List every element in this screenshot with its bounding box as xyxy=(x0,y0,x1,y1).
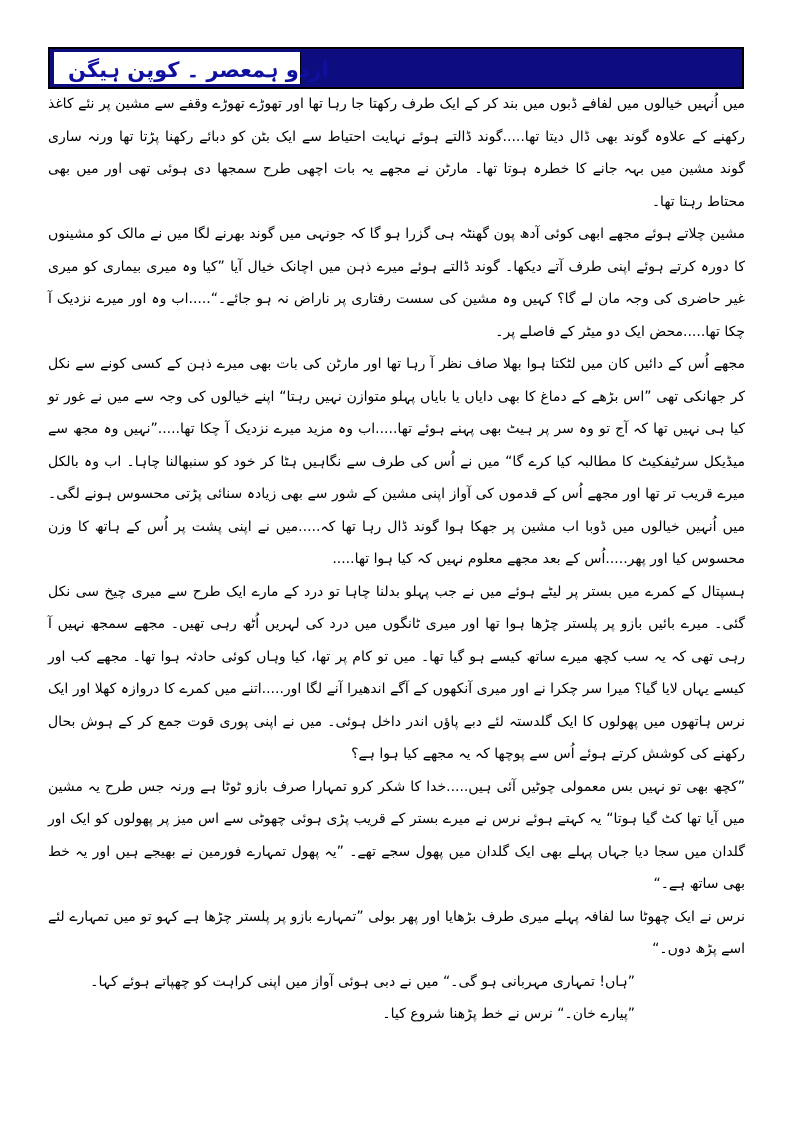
article-body xyxy=(48,88,745,1031)
paragraph: ہسپتال کے کمرے میں بستر پر لیٹے ہوئے میں نے جب پہلو بدلنا چاہا تو درد کے مارے ایک طرح سے میری چیخ سی نکل گئی۔ میرے بائیں بازو پر پلستر چڑھا ہوا تھا اور میری ٹانگوں میں درد کی لہریں اُٹھ رہی تھیں۔ مجھے سمجھ نہیں آ رہی تھی کہ یہ سب کچھ میرے ساتھ کیسے ہو گیا تھا۔ میں تو کام پر تھا، کیا وہاں کوئی حادثہ ہوا تھا۔ مجھے کب اور کیسے یہاں لایا گیا؟ میرا سر چکرا نے اور میری آنکھوں کے آگے اندھیرا آنے لگا اور.....اتنے میں کمرے کا دروازہ کھلا اور ایک نرس ہاتھوں میں پھولوں کا ایک گلدستہ لئے دبے پاؤں اندر داخل ہوئی۔ میں نے اپنی پوری قوت جمع کر کے ہوش بحال رکھنے کی کوشش کرتے ہوئے اُس سے پوچھا کہ یہ مجھے کیا ہوا ہے؟ xyxy=(48,583,745,762)
paragraph: ”پیارے خان۔“ نرس نے خط پڑھنا شروع کیا۔ xyxy=(382,1006,635,1022)
page-title: اردو ہمعصر ۔ کوپن ہیگن xyxy=(68,58,329,82)
paragraph: میں اُنہیں خیالوں میں لفافے ڈبوں میں بند کر کے ایک طرف رکھتا جا رہا تھا اور تھوڑے تھوڑے وقفے سے مشین پر نئے کاغذ رکھنے کے علاوہ گوند بھی ڈال دیتا تھا.....گوند ڈالتے ہوئے نہایت احتیاط سے ایک بٹن کو دبائے رکھنا پڑتا تھا ورنہ ساری گوند مشین میں بہہ جانے کا خطرہ ہوتا تھا۔ مارٹن نے مجھے یہ بات اچھی طرح سمجھا دی ہوئی تھی اور میں بھی محتاط رہتا تھا۔ xyxy=(48,96,745,210)
paragraph: مشین چلاتے ہوئے مجھے ابھی کوئی آدھ پون گھنٹہ ہی گزرا ہو گا کہ جونہی میں گوند بھرنے لگا میں نے مالک کو مشینوں کا دورہ کرتے ہوئے اپنی طرف آتے دیکھا۔ گوند ڈالتے ہوئے میرے ذہن میں اچانک خیال آیا ”کیا وہ میری بیماری کو میری غیر حاضری کی وجہ مان لے گا؟ کہیں وہ مشین کی سست رفتاری پر ناراض نہ ہو جائے۔“.....اب وہ اور میرے نزدیک آ چکا تھا.....محض ایک دو میٹر کے فاصلے پر۔ xyxy=(48,226,745,340)
paragraph: ”ہاں! تمہاری مہربانی ہو گی۔“ میں نے دبی ہوئی آواز میں اپنی کراہت کو چھپاتے ہوئے کہا۔ xyxy=(90,973,635,990)
paragraph: نرس نے ایک چھوٹا سا لفافہ پہلے میری طرف بڑھایا اور پھر بولی ”تمہارے بازو پر پلستر چڑھا ہے کہو تو میں تمہارے لئے اسے پڑھ دوں۔“ xyxy=(48,908,745,957)
header-banner xyxy=(48,47,744,89)
paragraph: مجھے اُس کے دائیں کان میں لٹکتا ہوا بھلا صاف نظر آ رہا تھا اور مارٹن کی بات بھی میرے ذہن کے کسی کونے سے نکل کر جھانکی تھی ”اس بڑھے کے دماغ کا بھی دایاں یا بایاں پہلو متوازن نہیں رہتا“ اپنے خیالوں کی وجہ سے میں نے غور تو کیا ہی نہیں تھا کہ آج تو وہ سر پر ہیٹ بھی پہنے ہوئے تھا.....اب وہ مزید میرے نزدیک آ چکا تھا.....”نہیں وہ مجھ سے میڈیکل سرٹیفکیٹ کا مطالبہ کیا کرے گا“ میں نے اُس کی طرف سے نگاہیں ہٹا کر خود کو سنبھالنا چاہا۔ اب وہ بالکل میرے قریب تر تھا اور مجھے اُس کے قدموں کی آواز اپنی مشین کے شور سے بھی زیادہ سنائی پڑتی محسوس ہونے لگی۔ میں اُنہیں خیالوں میں ڈوبا اب مشین پر جھکا ہوا گوند ڈال رہا تھا کہ.....میں نے اپنی پشت پر اُس کے ہاتھ کا وزن محسوس کیا اور پھر.....اُس کے بعد مجھے معلوم نہیں کہ کیا ہوا تھا..... xyxy=(48,356,745,567)
header-title-box xyxy=(54,52,329,84)
paragraph: ”کچھ بھی تو نہیں بس معمولی چوٹیں آئی ہیں.....خدا کا شکر کرو تمہارا صرف بازو ٹوٹا ہے ورنہ جس طرح یہ مشین میں آیا تھا کٹ گیا ہوتا“ یہ کہتے ہوئے نرس نے میرے بستر کے قریب پڑی ہوئی چھوٹی سے اس میز پر پھولوں کو ایک اور گلدان میں سجا دیا جہاں پہلے بھی ایک گلدان میں پھول سجے تھے۔ ”یہ پھول تمہارے فورمین نے بھیجے ہیں اور یہ خط بھی ساتھ ہے۔“ xyxy=(48,778,745,892)
